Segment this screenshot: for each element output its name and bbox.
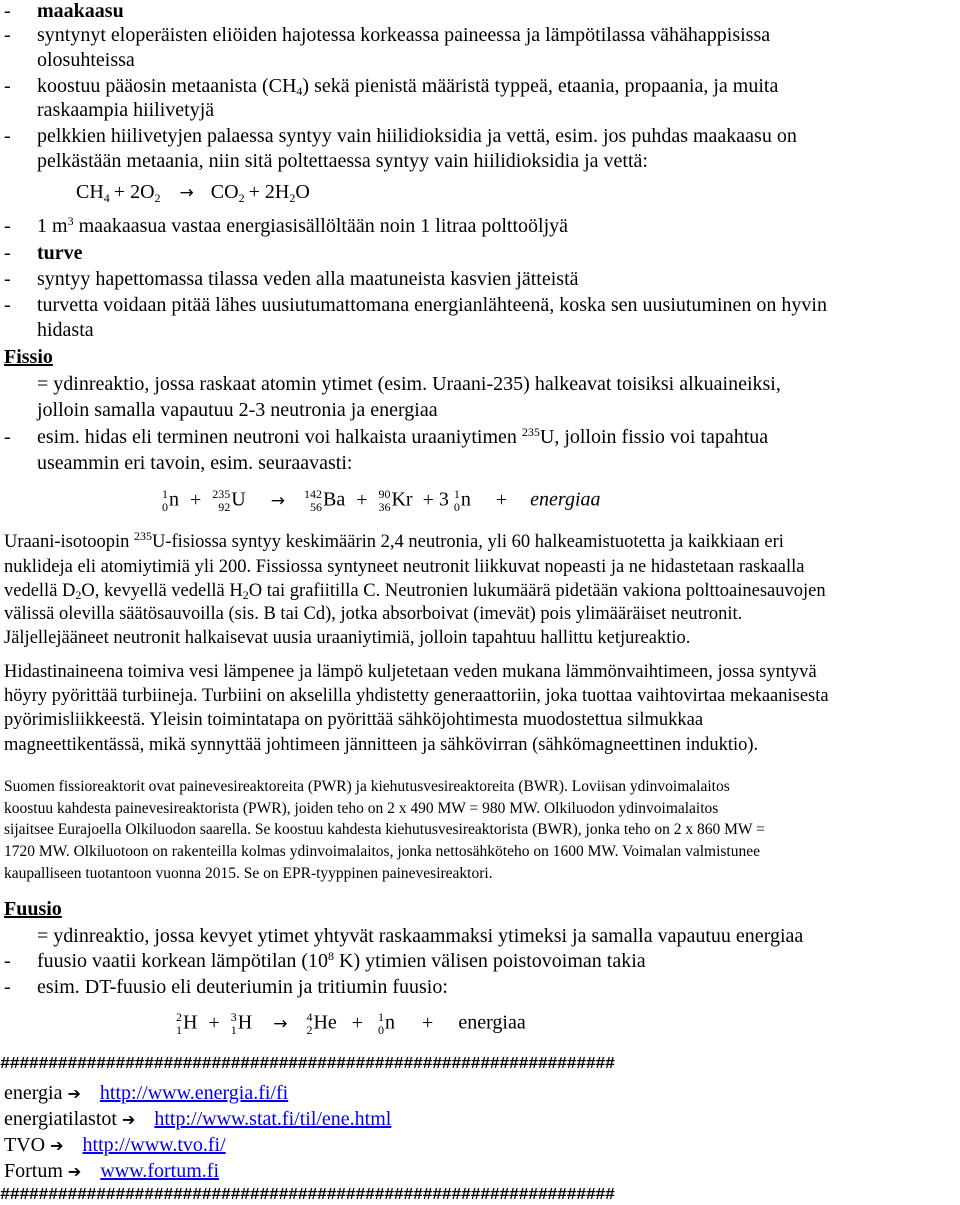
bullet-line: - syntyy hapettomassa tilassa veden alla maatuneista kasvien jätteistä: [4, 268, 579, 290]
text-line: koostuu kahdesta painevesireaktorista (PWR), joiden teho on 2 x 490 MW = 980 MW. Olkiluodon ydinvoimalaitos: [4, 800, 719, 817]
heading-fuusio: Fuusio: [4, 898, 62, 920]
separator-line: ################################################################: [0, 1055, 615, 1074]
text-line: pelkästään metaania, niin sitä poltettaessa syntyy vain hiilidioksidia ja vettä:: [37, 150, 648, 172]
link-row: Fortum ➔ www.fortum.fi: [4, 1160, 219, 1182]
bullet-line: - fuusio vaatii korkean lämpötilan ($10^8$ K) ytimien välisen poistovoiman takia: [4, 949, 646, 972]
separator-line: ################################################################: [0, 1186, 615, 1205]
link-row: energia ➔ http://www.energia.fi/fi: [4, 1082, 289, 1104]
text-line: olosuhteissa: [37, 49, 135, 71]
link-tvo[interactable]: http://www.tvo.fi/: [82, 1134, 226, 1156]
methane-combustion-equation: $CH_4 + 2O_2 \to CO_2 + 2H_2O$: [76, 181, 310, 205]
text-line: välissä olevilla säätösauvoilla (sis. B tai Cd), jotka absorboivat (imevät) pois ylimääräiset neutronit.: [4, 604, 743, 624]
text-line: 1720 MW. Olkiluotoon on rakenteilla kolmas ydinvoimalaitos, jonka nettosähköteho on 1600 MW. Voimalan valmistunee: [4, 843, 760, 860]
right-arrow-icon: ➔: [50, 1136, 64, 1155]
bullet-line: - syntynyt eloperäisten eliöiden hajotessa korkeassa paineessa ja lämpötilassa vähähappisissa: [4, 24, 771, 46]
right-arrow-icon: ➔: [121, 1110, 136, 1129]
text-line: Suomen fissioreaktorit ovat painevesireaktoreita (PWR) ja kiehutusvesireaktoreita (BWR). Loviisan ydinvoimalaitos: [4, 778, 730, 795]
bullet-line: - 1 $m^3$ maakaasua vastaa energiasisällöltään noin 1 litraa polttoöljyä: [4, 214, 569, 237]
text-line: Uraani-isotoopin $^{235}$U-fisiossa syntyy keskimäärin 2,4 neutronia, yli 60 halkeamistuotetta ja kaikkiaan eri: [4, 529, 784, 552]
link-energia[interactable]: http://www.energia.fi/fi: [99, 1082, 289, 1104]
text-line: Hidastinaineena toimiva vesi lämpenee ja lämpö kuljetetaan veden mukana lämmönvaihtimeen, jossa syntyvä: [4, 662, 817, 682]
text-line: vedellä $D_2O$, kevyellä vedellä $H_2O$ tai grafiitilla C. Neutronien lukumäärä pidetään vakiona polttoainesauvojen: [4, 581, 826, 602]
bullet-line: - koostuu pääosin metaanista $(CH_4)$ sekä pienistä määristä typpeä, etaania, propaania, ja muita: [4, 75, 779, 98]
text-line: = ydinreaktio, jossa kevyet ytimet yhtyvät raskaammaksi ytimeksi ja samalla vapautuu energiaa: [37, 925, 804, 947]
reaction-arrow-icon: →: [270, 490, 285, 511]
text-line: Jäljellejääneet neutronit halkaisevat uusia uraaniytimiä, jolloin tapahtuu hallittu ketjureaktio.: [4, 628, 691, 648]
text-line: höyry pyörittää turbiineja. Turbiini on akselilla yhdistetty generaattoriin, joka tuottaa vaihtovirtaa mekaanisesta: [4, 686, 829, 706]
heading-fissio: Fissio: [4, 346, 53, 368]
right-arrow-icon: ➔: [67, 1084, 81, 1103]
fusion-equation: 2 1 H + 3 1 H → 4 2 He + 1 0 n + energiaa: [176, 1010, 526, 1037]
heading-maakaasu: maakaasu: [37, 0, 124, 22]
bullet-line: - esim. hidas eli terminen neutroni voi halkaista uraaniytimen $^{235}$U, jolloin fissio voi tapahtua: [4, 425, 769, 448]
right-arrow-icon: ➔: [67, 1162, 82, 1181]
text-line: sijaitsee Eurajoella Olkiluodon saarella. Se koostuu kahdesta kiehutusvesireaktorista (BWR), jonka teho on 2 x 860 MW =: [4, 821, 765, 838]
reaction-arrow-icon: →: [179, 183, 194, 203]
bullet-line: - turvetta voidaan pitää lähes uusiutumattomana energianlähteenä, koska sen uusiutuminen on hyvin: [4, 294, 827, 316]
bullet-line: - pelkkien hiilivetyjen palaessa syntyy vain hiilidioksidia ja vettä, esim. jos puhdas maakaasu on: [4, 125, 797, 147]
text-line: hidasta: [37, 319, 94, 341]
text-line: raskaampia hiilivetyjä: [37, 99, 215, 121]
text-line: useammin eri tavoin, esim. seuraavasti:: [37, 452, 353, 474]
fission-equation: 1 0 n + 235 92 U → 142 56 Ba + 90 36 Kr + 3 1 0 n + energiaa: [162, 487, 601, 514]
text-line: jolloin samalla vapautuu 2-3 neutronia ja energiaa: [37, 399, 438, 421]
text-line: nuklideja eli atomiytimiä yli 200. Fissiossa syntyneet neutronit liikkuvat nopeasti ja ne hidastetaan raskaalla: [4, 557, 805, 577]
text-line: magneettikentässä, mikä synnyttää johtimeen jännitteen ja sähkövirran (sähkömagneettinen induktio).: [4, 735, 759, 755]
heading-turve: turve: [37, 242, 83, 264]
link-row: energiatilastot ➔ http://www.stat.fi/til/ene.html: [4, 1108, 392, 1130]
reaction-arrow-icon: →: [273, 1013, 288, 1034]
bullet-turve: - turve: [4, 242, 83, 264]
text-line: = ydinreaktio, jossa raskaat atomin ytimet (esim. Uraani-235) halkeavat toisiksi alkuaineiksi,: [37, 373, 781, 395]
link-row: TVO ➔ http://www.tvo.fi/: [4, 1134, 226, 1156]
bullet-line: - esim. DT-fuusio eli deuteriumin ja tritiumin fuusio:: [4, 976, 448, 998]
link-energiatilastot[interactable]: http://www.stat.fi/til/ene.html: [154, 1108, 392, 1130]
bullet-maakaasu: - maakaasu: [4, 0, 124, 22]
text-line: kaupalliseen tuotantoon vuonna 2015. Se on EPR-tyyppinen painevesireaktori.: [4, 865, 493, 882]
text-line: pyörimisliikkeestä. Yleisin toimintatapa on pyörittää sähköjohtimesta muodostettua silmukkaa: [4, 710, 704, 730]
link-fortum[interactable]: www.fortum.fi: [100, 1160, 219, 1182]
